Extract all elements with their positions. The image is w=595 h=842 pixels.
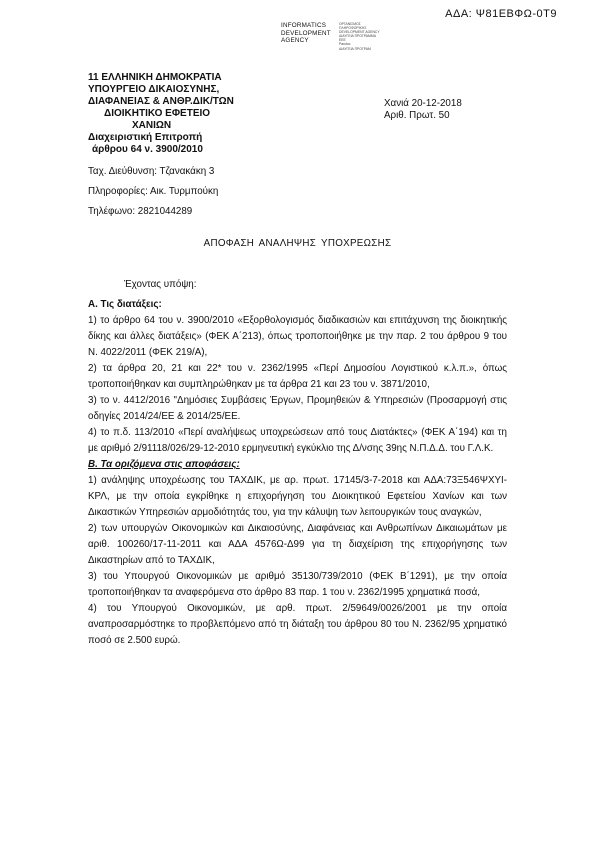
issuer-line: Διαχειριστική Επιτροπή: [88, 132, 203, 143]
issuer-line: άρθρου 64 ν. 3900/2010: [92, 144, 203, 155]
logo-line: ΔΙΑΥΓΕΙΑ ΠΡΟΓΡΑΜΜΑ: [339, 34, 376, 39]
phone-number: Τηλέφωνο: 2821044289: [88, 206, 193, 217]
list-item: 4) του Υπουργού Οικονομικών, με αρθ. πρωτ. 2/59649/0026/2001 με την οποία αναπροσαρμόστηκε το προβλεπόμενο από τη διάταξη του άρθρου 80 του Ν. 2362/95 χρηματικό ποσό σε 2.500 ευρώ.: [88, 603, 507, 646]
logo-line: AGENCY: [281, 37, 309, 45]
logo-english-text: [281, 22, 331, 45]
issuer-block: [88, 72, 288, 156]
list-item: 3) του Υπουργού Οικονομικών με αριθμό 35130/739/2010 (ΦΕΚ Β΄1291), με την οποία τροποποιήθηκαν τα αναφερόμενα στο άρθρο 83 παρ. 1 του ν. 2362/1995 χρηματικά ποσά,: [88, 571, 507, 598]
ada-code: ΑΔΑ: Ψ81ΕΒΦΩ-0Τ9: [445, 8, 557, 20]
list-item: 2) των υπουργών Οικονομικών και Δικαιοσύνης, Διαφάνειας και Ανθρωπίνων Δικαιωμάτων με αριθ. 100260/17-11-2011 και ΑΔΑ 4576Ω-Δ99 για τη διαχείριση της επιχορήγησης των Δικαστηρίων από το ΤΑΧΔΙΚ,: [88, 523, 507, 566]
document-body: [88, 277, 507, 649]
list-item: 3) το ν. 4412/2016 "Δημόσιες Συμβάσεις Έργων, Προμηθειών & Υπηρεσιών (Προσαρμογή στις οδηγίες 2014/24/ΕΕ & 2014/25/ΕΕ.: [88, 395, 507, 422]
postal-address: Ταχ. Διεύθυνση: Τζανακάκη 3: [88, 166, 215, 177]
intro-text: Έχοντας υπόψη:: [124, 279, 197, 290]
issuer-line: ΥΠΟΥΡΓΕΙΟ ΔΙΚΑΙΟΣΥΝΗΣ,: [88, 84, 220, 95]
logo-line: Pandoc: [339, 42, 351, 47]
date-block: [384, 98, 462, 122]
logo-line: ΟΡΓΑΝΙΣΜΟΣ: [339, 22, 361, 26]
list-item: 4) το π.δ. 113/2010 «Περί αναλήψεως υποχρεώσεων από τους Διατάκτες» (ΦΕΚ Α΄194) και τη με αριθμό 2/91118/026/29-12-2010 ερμηνευτική εγκύκλιο της Δ/νσης 39ης Ν.Π.Δ.Δ. του Γ.Λ.Κ.: [88, 427, 507, 454]
contact-person: Πληροφορίες: Αικ. Τυρμπούκη: [88, 186, 219, 197]
section-a-title: Α. Τις διατάξεις:: [88, 299, 162, 310]
logo-line: ΔΙΑΥΓΕΙΑ ΠΡΟΓΡΑΜ: [339, 46, 371, 51]
logo-line: INFORMATICS: [281, 22, 327, 29]
list-item: 1) ανάληψης υποχρέωσης του ΤΑΧΔΙΚ, με αρ. πρωτ. 17145/3-7-2018 και ΑΔΑ:73Ξ546ΨΧΥΙ-ΚΡΛ, με την οποία εγκρίθηκε η επιχορήγηση του Διοικητικού Εφετείου Χανίων και των Δικαστικών Υπηρεσιών αρμοδιότητάς του, για την κάλυψη των λειτουργικών τους αναγκών,: [88, 475, 507, 518]
issuer-line: 11 ΕΛΛΗΝΙΚΗ ΔΗΜΟΚΡΑΤΙΑ: [88, 72, 222, 83]
logo-greek-text: [339, 22, 399, 51]
logo-line: DEVELOPMENT AGENCY: [339, 30, 380, 35]
document-date: Χανιά 20-12-2018: [384, 98, 462, 109]
section-b-title: Β. Τα οριζόμενα στις αποφάσεις:: [88, 459, 240, 470]
document-title: ΑΠΟΦΑΣΗ ΑΝΑΛΗΨΗΣ ΥΠΟΧΡΕΩΣΗΣ: [203, 238, 392, 249]
issuer-line: ΔΙΟΙΚΗΤΙΚΟ ΕΦΕΤΕΙΟ: [104, 108, 211, 119]
contact-block: [88, 162, 218, 222]
issuer-line: ΧΑΝΙΩΝ: [132, 120, 172, 131]
list-item: 2) τα άρθρα 20, 21 και 22* του ν. 2362/1995 «Περί Δημοσίου Λογιστικού κ.λ.π.», όπως τροποποιήθηκαν και συμπληρώθηκαν με τα άρθρα 21 και 23 του ν. 3871/2010,: [88, 363, 507, 390]
diavgeia-logo: [281, 22, 380, 51]
protocol-number: Αριθ. Πρωτ. 50: [384, 110, 450, 121]
logo-line: DEVELOPMENT: [281, 29, 331, 37]
logo-line: ΕΕΕ: [339, 38, 346, 43]
logo-line: ΠΛΗΡΟΦΟΡΙΚΗΣ: [339, 26, 367, 31]
list-item: 1) το άρθρο 64 του ν. 3900/2010 «Εξορθολογισμός διαδικασιών και επιτάχυνση της διοικητικής δίκης και άλλες διατάξεις» (ΦΕΚ Α΄213), όπως τροποποιήθηκε με την παρ. 2 του άρθρου 9 του Ν. 4022/2011 (ΦΕΚ 219/Α),: [88, 315, 507, 358]
issuer-line: ΔΙΑΦΑΝΕΙΑΣ & ΑΝΘΡ.ΔΙΚ/ΤΩΝ: [88, 96, 234, 107]
